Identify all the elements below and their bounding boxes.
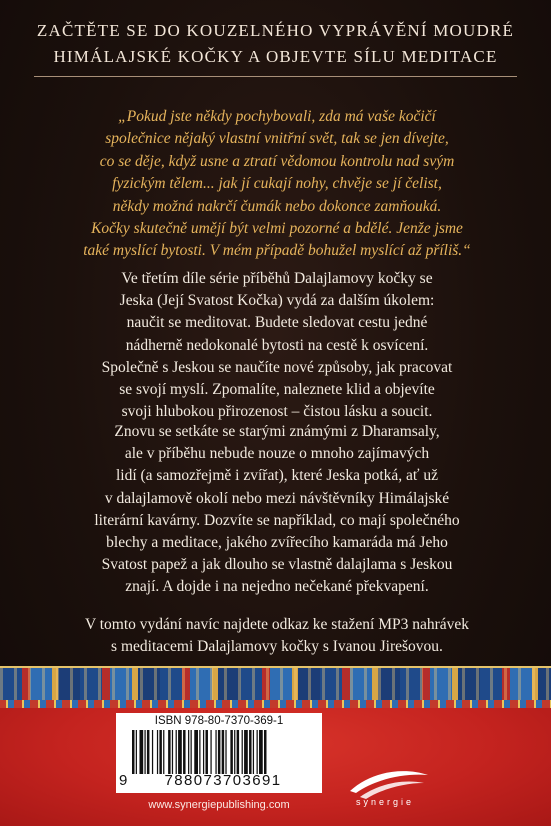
barcode-bar	[225, 730, 226, 774]
barcode-bar	[205, 730, 207, 774]
barcode-bar	[259, 730, 263, 774]
paragraph-line: Společně s Jeskou se naučíte nové způsoby, jak pracovat	[101, 358, 453, 376]
headline-line: HIMÁLAJSKÉ KOČKY A OBJEVTE SÍLU MEDITACE	[53, 47, 498, 66]
barcode-bar	[242, 730, 243, 774]
paragraph-line: Jeska (Její Svatost Kočka) vydá za dalším úkolem:	[119, 292, 435, 310]
headline-line: ZAČTĚTE SE DO KOUZELNÉHO VYPRÁVĚNÍ MOUDRÉ	[36, 21, 515, 40]
paragraph-line: v dalajlamově okolí nebo mezi návštěvníky Himálajské	[104, 489, 450, 507]
barcode-bars	[132, 730, 314, 774]
paragraph-line: se svojí myslí. Zpomalíte, naleznete klid a objevíte	[119, 381, 435, 399]
barcode-bar	[159, 730, 161, 774]
barcode-bar	[237, 730, 239, 774]
barcode-bar	[172, 730, 173, 774]
barcode-bar	[230, 730, 232, 774]
barcode-bar	[136, 730, 137, 774]
decorative-fringe	[0, 700, 551, 708]
barcode-bar	[215, 730, 216, 774]
paragraph-line: Znovu se setkáte se starými známými z Dharamsaly,	[114, 423, 440, 440]
barcode-bar	[139, 730, 143, 774]
barcode-bar	[144, 730, 145, 774]
paragraph-line: literární kavárny. Dozvíte se například, co mají společného	[94, 511, 460, 529]
paragraph-line: nádherně nedokonalé bytosti na cestě k osvícení.	[125, 336, 429, 354]
barcode-bar	[203, 730, 204, 774]
barcode-bar	[249, 730, 251, 774]
barcode-bar	[188, 730, 189, 774]
paragraph-line: Svatost papež a jak dlouho se vlastně dalajlama s Jeskou	[101, 556, 453, 574]
quote-line: také myslící bytosti. V mém případě bohužel myslící až příliš.“	[83, 242, 471, 260]
barcode-bar	[210, 730, 211, 774]
barcode-bar	[264, 730, 266, 774]
description-paragraph-3	[38, 614, 516, 658]
decorative-band	[0, 666, 551, 704]
publisher-url: www.synergiepublishing.com	[148, 799, 290, 811]
barcode-bar	[176, 730, 177, 774]
paragraph-line: Ve třetím díle série příběhů Dalajlamovy kočky se	[121, 270, 433, 287]
barcode-bar	[163, 730, 164, 774]
barcode-bar	[244, 730, 248, 774]
quote-line: fyzickým tělem... jak jí cukají nohy, chvěje se jí čelist,	[112, 175, 442, 193]
barcode	[116, 713, 322, 793]
barcode-bar	[168, 730, 170, 774]
headline	[0, 18, 551, 70]
quote-line: někdy možná nakrčí čumák nebo dokonce zamňouká.	[112, 197, 442, 215]
barcode-bar	[183, 730, 185, 774]
paragraph-line: naučit se meditovat. Budete sledovat cestu jedné	[126, 314, 428, 332]
barcode-bar	[257, 730, 258, 774]
description-paragraph-2	[38, 421, 516, 599]
barcode-bar	[147, 730, 149, 774]
barcode-bar	[191, 730, 192, 774]
isbn-text: ISBN 978-80-7370-369-1	[154, 715, 284, 727]
paragraph-line: lidí (a samozřejmě i zvířat), které Jeska potká, ať už	[115, 467, 439, 485]
publisher-name: synergie	[355, 797, 415, 807]
barcode-bar	[234, 730, 235, 774]
paragraph-line: V tomto vydání navíc najdete odkaz ke stažení MP3 nahrávek	[84, 616, 470, 633]
barcode-bar	[157, 730, 158, 774]
quote-line: co se děje, když usne a ztratí vědomou kontrolu nad svým	[99, 152, 455, 170]
quote-line: společnice nějaký vlastní vnitřní svět, tak se jen dívejte,	[105, 130, 449, 148]
quote-line: Kočky skutečně umějí být velmi pozorné a bdělé. Jenže jsme	[91, 220, 463, 238]
barcode-bar	[253, 730, 254, 774]
quote-block	[36, 106, 518, 263]
barcode-graphic	[132, 730, 314, 774]
barcode-bar	[132, 730, 134, 774]
ean-digits: 788073703691	[164, 772, 282, 789]
description-paragraph-1	[38, 268, 516, 423]
barcode-bar	[194, 730, 198, 774]
barcode-bar	[178, 730, 182, 774]
quote-line: „Pokud jste někdy pochybovali, zda má vaše kočičí	[118, 108, 436, 125]
paragraph-line: znají. A dojde i na nejedno nečekané překvapení.	[125, 578, 429, 596]
paragraph-line: blechy a meditace, jakého zvířecího kamaráda má Jeho	[106, 534, 448, 552]
barcode-bar	[199, 730, 200, 774]
barcode-bar	[152, 730, 153, 774]
barcode-bar	[218, 730, 220, 774]
divider	[34, 76, 517, 77]
paragraph-line: ale v příběhu nebude nouze o mnoho zajímavých	[124, 445, 430, 463]
ean-first-digit: 9	[119, 772, 128, 789]
paragraph-line: svoji hlubokou přirozenost – čistou lásku a soucit.	[121, 403, 433, 421]
paragraph-line: s meditacemi Dalajlamovy kočky s Ivanou Jirešovou.	[111, 638, 443, 656]
barcode-bar	[222, 730, 224, 774]
